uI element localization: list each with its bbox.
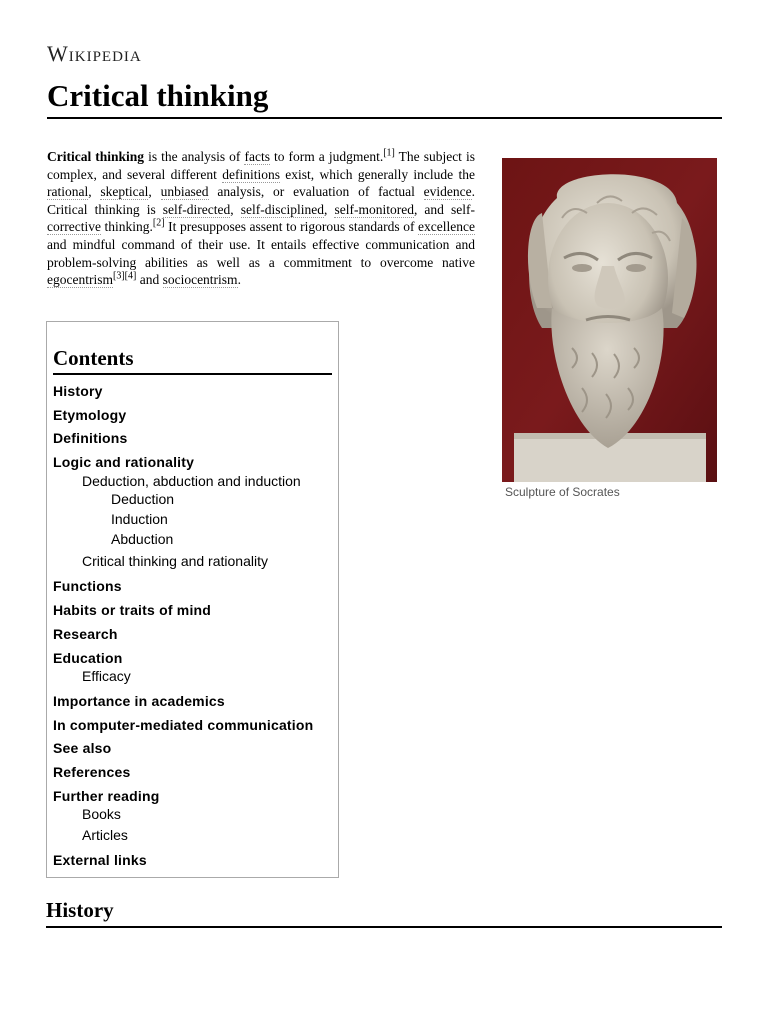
wiki-link[interactable]: egocentrism: [47, 272, 113, 288]
wiki-link[interactable]: facts: [244, 149, 270, 164]
toc-item[interactable]: Abduction: [111, 531, 174, 547]
toc-item[interactable]: History: [53, 383, 103, 399]
wiki-link[interactable]: unbiased: [160, 184, 209, 200]
toc-item[interactable]: Deduction: [111, 491, 175, 507]
socrates-bust-image[interactable]: [502, 158, 717, 482]
wiki-link[interactable]: self-monitored: [334, 201, 414, 217]
wiki-link[interactable]: excellence: [418, 219, 475, 235]
toc-item[interactable]: Books: [82, 806, 121, 822]
toc-item[interactable]: Deduction, abduction and induction: [82, 473, 301, 489]
wiki-link[interactable]: self-directed: [162, 201, 231, 217]
toc-item[interactable]: External links: [53, 852, 147, 868]
intro-text: is the analysis of: [144, 149, 245, 164]
wikipedia-wordmark[interactable]: Wikipedia: [47, 41, 142, 66]
section-heading-history: History: [46, 898, 114, 922]
intro-text: ,: [88, 184, 101, 200]
citation-link[interactable]: [2]: [152, 217, 165, 229]
intro-text: to form a judgment.: [269, 149, 384, 164]
wiki-link[interactable]: sociocentrism: [162, 272, 238, 288]
toc-item[interactable]: See also: [53, 740, 112, 756]
toc-item[interactable]: Critical thinking and rationality: [82, 553, 268, 569]
toc-item[interactable]: Etymology: [53, 407, 127, 423]
wiki-link[interactable]: skeptical: [100, 184, 149, 200]
intro-text: ,: [230, 201, 241, 217]
intro-text: ,: [323, 201, 335, 217]
intro-text: ,: [148, 184, 161, 200]
toc-item[interactable]: Induction: [111, 511, 168, 527]
intro-text: thinking.: [100, 219, 153, 235]
toc-item[interactable]: Functions: [53, 578, 122, 594]
toc-item[interactable]: Efficacy: [82, 668, 131, 684]
toc-item[interactable]: Education: [53, 650, 123, 666]
citation-link[interactable]: [4]: [124, 270, 137, 282]
figure-caption: Sculpture of Socrates: [505, 485, 620, 499]
citation-link[interactable]: [3]: [112, 270, 125, 282]
table-of-contents: [46, 321, 339, 878]
wiki-link[interactable]: self-disciplined: [240, 201, 324, 217]
toc-item[interactable]: Habits or traits of mind: [53, 602, 212, 618]
toc-item[interactable]: Logic and rationality: [53, 454, 195, 470]
intro-paragraph: [47, 148, 475, 289]
intro-text: and mindful command of their use. It entails effective communication and problem-solving abilities as well as a commitment to overcome native: [47, 236, 475, 270]
toc-item[interactable]: In computer-mediated communication: [53, 717, 314, 733]
article-figure: [502, 158, 717, 499]
wiki-link[interactable]: definitions: [222, 166, 280, 182]
toc-item[interactable]: Importance in academics: [53, 693, 225, 709]
wiki-link[interactable]: evidence: [423, 184, 472, 200]
intro-text: . Critical thinking is: [47, 184, 475, 217]
toc-item[interactable]: Definitions: [53, 430, 128, 446]
toc-item[interactable]: References: [53, 764, 131, 780]
intro-text: The subject is complex, and several different: [47, 149, 475, 182]
term-bold: Critical thinking: [47, 149, 145, 164]
toc-title: Contents: [53, 346, 332, 375]
intro-text: .: [237, 272, 241, 288]
toc-item[interactable]: Research: [53, 626, 118, 642]
intro-text: It presupposes assent to rigorous standards of: [164, 219, 419, 235]
wiki-link[interactable]: corrective: [47, 219, 101, 235]
section-divider: [46, 926, 722, 928]
intro-text: analysis, or evaluation of factual: [208, 184, 424, 200]
wiki-link[interactable]: rational: [47, 184, 89, 200]
toc-item[interactable]: Further reading: [53, 788, 160, 804]
citation-link[interactable]: [1]: [383, 147, 395, 159]
intro-text: , and self-: [413, 201, 476, 217]
page-title: Critical thinking: [47, 78, 269, 113]
toc-item[interactable]: Articles: [82, 827, 128, 843]
intro-text: exist, which generally include the: [279, 166, 475, 182]
intro-text: and: [136, 272, 163, 288]
title-divider: [47, 117, 722, 119]
